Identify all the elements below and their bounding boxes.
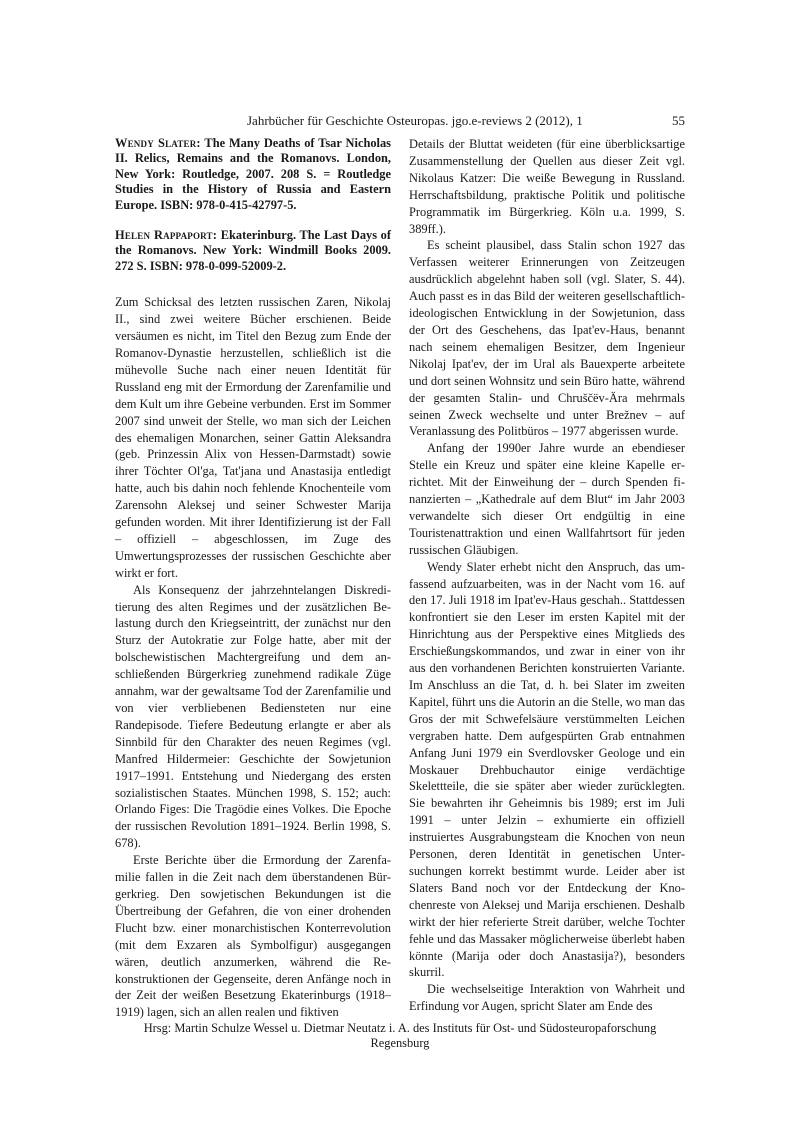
bibliographic-entry xyxy=(115,228,391,274)
body-paragraph: Es scheint plausibel, dass Stalin schon 1927 das Verfassen weiterer Erinnerungen von Zeitzeugen ausdrücklich abgelehnt haben soll (vgl. Slater, S. 44). Auch passt es in das Bild der weiteren gesellschaftlich-ideologischen Entwicklung in der Sowjetunion, dass der Ort des Geschehens, das Ipat'ev-Haus, benannt nach seinem ehemaligen Besitzer, dem Ingenieur Nikolaj Ipat'ev, der im Ural als Bauexperte arbeitete und dort seinen Wohnsitz und sein Büro hatte, während der gesamten Stalin- und Chruščëv-Ära mehrmals seinen Zweck wechselte und unter Brežnev – auf Veranlassung des Politbüros – 1977 abgerissen wurde. xyxy=(409,238,685,439)
bib-author: Helen Rappaport: xyxy=(115,228,218,243)
publisher-footer: Hrsg: Martin Schulze Wessel u. Dietmar Neutatz i. A. des Instituts für Ost- und Südosteuropaforschung Regensburg xyxy=(143,1021,657,1050)
body-paragraph: Als Konsequenz der jahrzehntelangen Diskreditierung des alten Regimes und der zusätzlichen Belastung durch den Kriegseintritt, der zunächst nur den Sturz der Autokratie zur Folge hatte, aber mit der bolschewistischen Machtergreifung und dem anschließenden Bürgerkrieg zunehmend radikale Züge annahm, war der gewaltsame Tod der Zarenfamilie und von vier verbliebenen Bediensteten nur eine Randepisode. Tiefere Bedeutung erlangte er aber als Sinnbild für den Charakter des neuen Regimes (vgl. Manfred Hildermeier: Geschichte der Sowjetunion 1917–1991. Entstehung und Niedergang des ersten sozialistischen Staates. München 1998, S. 152; auch: Orlando Figes: Die Tragödie eines Volkes. Die Epoche der russischen Revolution 1891–1924. Berlin 1998, S. 678). xyxy=(115,582,391,851)
bib-details: Ekaterinburg. The Last Days of the Romanovs. New York: Windmill Books 2009. 272 S. ISBN: 978-0-099-52009-2. xyxy=(115,228,391,273)
body-paragraph: Zum Schicksal des letzten russischen Zaren, Nikolaj II., sind zwei weitere Bücher erschienen. Beide versäumen es nicht, im Titel den Bezug zum Ende der Romanov-Dynastie herzustellen, schließlich ist die mühevolle Suche nach einer neuen Identität für Russland eng mit der Ermordung der Zarenfamilie und dem Kult um ihre Gebeine verbunden. Erst im Sommer 2007 sind unweit der Stelle, wo man sich der Leichen des ehemaligen Monarchen, seiner Gattin Aleksandra (geb. Prinzessin Alix von Hessen-Darmstadt) sowie ihrer Töchter Ol'ga, Tat'jana und Anastasija entledigt hatte, auch bis dahin noch fehlende Knochenteile vom Zarensohn Aleksej und seiner Schwester Marija gefunden worden. Mit ihrer Identifizierung ist der Fall – offiziell – abgeschlossen, im Zuge des Umwertungsprozesses der russischen Geschichte aber wirkt er fort. xyxy=(115,295,391,580)
body-paragraph: Details der Bluttat weideten (für eine überblicksartige Zusammenstellung der Quellen aus dieser Zeit vgl. Nikolaus Katzer: Die weiße Bewegung in Russland. Herrschaftsbildung, praktische Politik und politische Programmatik im Bürgerkrieg. Köln u.a. 1999, S. 389ff.). xyxy=(409,137,685,236)
body-paragraph: Erste Berichte über die Ermordung der Zarenfamilie fallen in die Zeit nach dem überstandenen Bürgerkrieg. Den sowjetischen Bekundungen ist die Übertreibung der Gefahren, die von einer drohenden Flucht bzw. einer monarchistischen Konterrevolution (mit dem Exzaren als Symbolfigur) ausgegangen wären, deutlich anzumerken, während die Rekonstruktionen der Gegenseite, deren Anfänge noch in der Zeit der weißen Besetzung Ekaterinburgs (1918–1919) lagen, sich an allen realen und fiktiven xyxy=(115,853,391,1020)
bib-author: Wendy Slater: xyxy=(115,136,201,150)
journal-title: Jahrbücher für Geschichte Osteuropas. jgo.e-reviews 2 (2012), 1 xyxy=(247,113,583,128)
running-header xyxy=(115,113,685,133)
left-column xyxy=(115,136,391,1021)
right-column xyxy=(409,136,685,1015)
bibliographic-entry xyxy=(115,136,391,213)
body-paragraph: Wendy Slater erhebt nicht den Anspruch, das umfassend aufzuarbeiten, was in der Nacht vom 16. auf den 17. Juli 1918 im Ipat'ev-Haus geschah.. Stattdessen konfrontiert sie den Leser im ersten Kapitel mit der Hinrichtung aus der Perspektive eines Mitglieds des Erschießungskommandos, und zwar in einer von ihr aus den vorhandenen Berichten konstruierten Variante. Im Anschluss an die Tat, d. h. bei Slater im zweiten Kapitel, führt uns die Autorin an die Stelle, wo man das Gros der mit Schwefelsäure verstümmelten Leichen vergraben hatte. Dem aufgespürten Grab entnahmen Anfang Juni 1979 ein Sverdlovsker Geologe und ein Moskauer Drehbuchautor einige verdächtige Skelettteile, die sie später aber wieder zurücklegten. Sie bewahrten ihr Geheimnis bis 1989; erst im Juli 1991 – unter Jelzin – exhumierte ein offiziell instruiertes Ausgrabungsteam die Knochen von neun Personen, deren Identität in genetischen Untersuchungen korrekt bestimmt wurde. Leider aber ist Slaters Band noch vor der Entdeckung der Knochenreste von Aleksej und Marija erschienen. Deshalb wirkt der hier referierte Streit darüber, welche Tochter fehle und das Massaker möglicherweise überlebt haben könnte (Marija oder doch Anastasija?), besonders skurril. xyxy=(409,559,685,980)
page-number: 55 xyxy=(672,113,685,128)
body-paragraph: Die wechselseitige Interaktion von Wahrheit und Erfindung vor Augen, spricht Slater am Ende des xyxy=(409,982,685,1014)
body-paragraph: Anfang der 1990er Jahre wurde an ebendieser Stelle ein Kreuz und später eine kleine Kapelle errichtet. Mit der Einweihung der – durch Spenden finanzierten – „Kathedrale auf dem Blut“ im Jahr 2003 verwandelte sich dieser Ort endgültig in eine Touristenattraktion und einen Wallfahrtsort für jeden russischen Gläubigen. xyxy=(409,441,685,557)
bib-details: The Many Deaths of Tsar Nicholas II. Relics, Remains and the Romanovs. London, New York: Routledge, 2007. 208 S. = Routledge Studies in the History of Russia and Eastern Europe. ISBN: 978-0-415-42797-5. xyxy=(115,136,391,212)
